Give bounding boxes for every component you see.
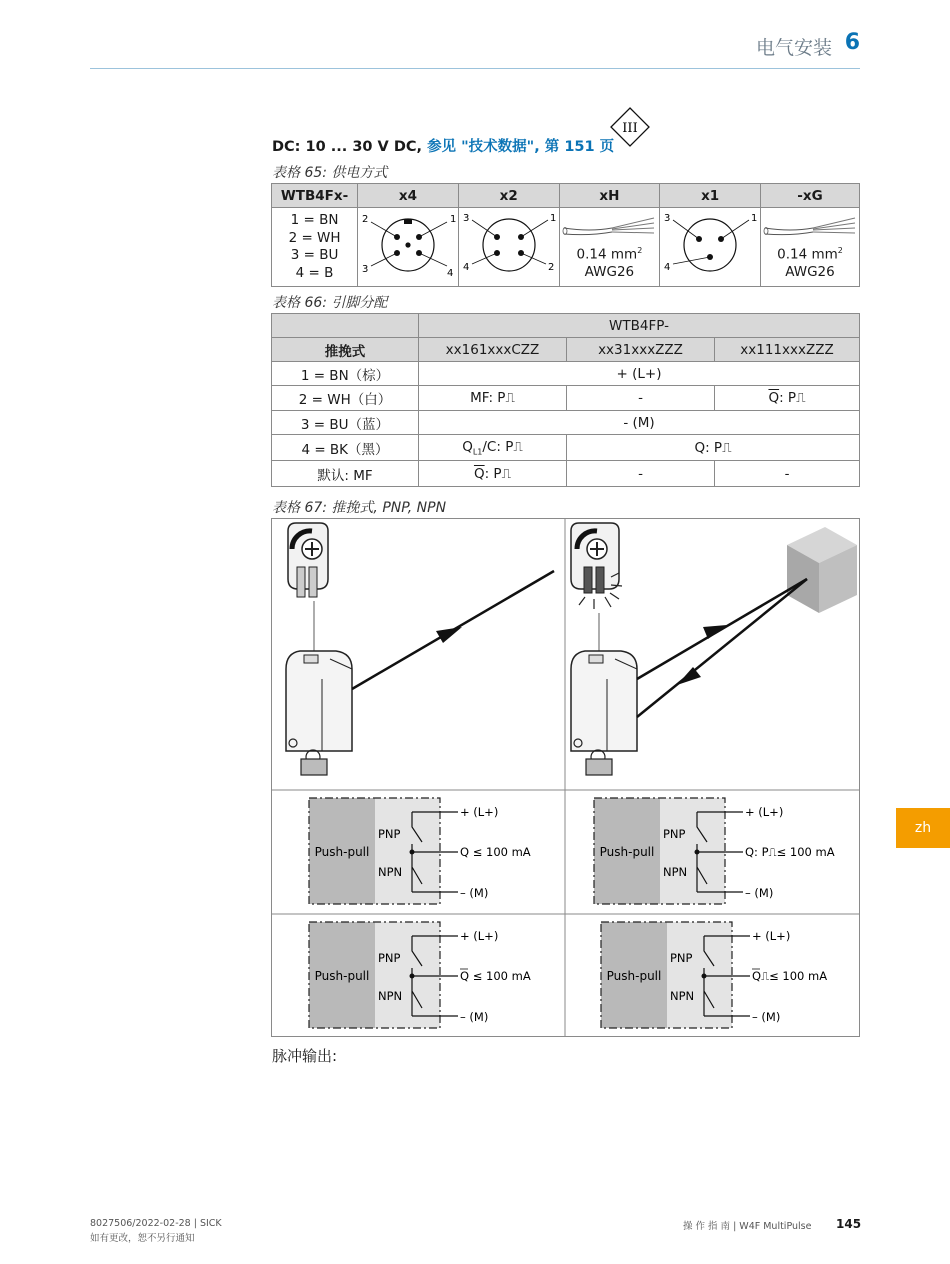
- sensor-no-object-illustration: [272, 519, 566, 791]
- table-66-caption: 表格 66: 引脚分配: [272, 295, 388, 311]
- npn-label: NPN: [663, 865, 688, 879]
- connector-x2-diagram: [458, 208, 559, 287]
- potentiometer-icon: [571, 523, 622, 609]
- cable-xG-diagram: [761, 208, 860, 287]
- x1-pin-1: 1: [751, 213, 758, 224]
- minus-label: – (M): [460, 1010, 489, 1024]
- cell-text: /C: P: [482, 438, 514, 455]
- xH-cross-section-unit-sup: 2: [637, 246, 643, 255]
- pulse-icon: ⎍: [761, 969, 770, 983]
- header-variant-1: xx161xxxCZZ: [419, 338, 567, 362]
- header-group: WTB4FP-: [419, 314, 860, 338]
- push-pull-figure: [271, 518, 860, 1037]
- x2-pin-1: 1: [549, 213, 557, 224]
- pulse-icon: ⎍: [722, 439, 732, 456]
- plus-label: + (L+): [745, 805, 784, 819]
- x2-pin-2: 2: [547, 262, 555, 273]
- header-pushpull: 推挽式: [272, 338, 419, 362]
- circuit-q-inverted-pulse: [567, 916, 861, 1038]
- plus-label: + (L+): [460, 929, 499, 943]
- row-cell: [419, 386, 567, 411]
- sensor-with-object-illustration: [567, 519, 861, 791]
- pulse-icon: ⎍: [796, 390, 806, 406]
- npn-label: NPN: [378, 865, 403, 879]
- x2-pin-3: 3: [462, 213, 470, 224]
- header-rule: [90, 68, 860, 69]
- pin-4-label: 4 = B: [295, 264, 334, 281]
- page-number: 145: [836, 1217, 862, 1231]
- sensor-body: [286, 651, 352, 775]
- circuit-q: [272, 792, 566, 915]
- xH-cross-section: 0.14 mm: [576, 246, 638, 263]
- sensor-body: [571, 651, 637, 775]
- circuit-q-inverted: [272, 916, 566, 1038]
- technical-data-link[interactable]: 参见 "技术数据", 第 151 页: [427, 139, 615, 155]
- pin-2-label: 2 = WH: [288, 229, 341, 246]
- table-row: [272, 411, 860, 435]
- header-xG: -xG: [761, 184, 860, 208]
- pulse-icon: ⎍: [768, 845, 777, 859]
- x1-pin-3: 3: [664, 213, 671, 224]
- header-x1: x1: [660, 184, 761, 208]
- header-x2: x2: [458, 184, 559, 208]
- block-label: Push-pull: [314, 969, 370, 983]
- q-subscript: L1: [472, 447, 483, 457]
- q-inverted: $\overline{Q}$: [473, 465, 485, 482]
- x4-pin-3: 3: [361, 264, 369, 275]
- pulse-icon: ⎍: [513, 438, 523, 455]
- protection-class-text: III: [622, 121, 638, 136]
- supply-voltage-text: DC: 10 ... 30 V DC,: [272, 139, 428, 155]
- pulse-icon: ⎍: [501, 465, 512, 482]
- row-cell: [419, 461, 567, 487]
- row-label: 1 = BN（棕）: [272, 362, 419, 386]
- q-text: Q: [462, 438, 473, 455]
- output-label: Q ≤ 100 mA: [460, 969, 531, 983]
- table-row: [272, 435, 860, 461]
- footer-doc-id: 8027506/2022-02-28 | SICK: [90, 1218, 222, 1229]
- header-blank: [272, 314, 419, 338]
- table-row: [272, 362, 860, 386]
- xH-awg: AWG26: [584, 263, 635, 280]
- supply-table: [271, 183, 860, 287]
- output-label: Q: P⎍≤ 100 mA: [745, 845, 835, 859]
- cell-text: MF: P: [470, 390, 506, 406]
- pulse-icon: ⎍: [505, 390, 515, 406]
- x4-pin-4: 4: [446, 268, 454, 279]
- row-label: 4 = BK（黑）: [272, 435, 419, 461]
- header-xH: xH: [559, 184, 660, 208]
- header-x4: x4: [358, 184, 459, 208]
- table-67-caption: 表格 67: 推挽式, PNP, NPN: [272, 500, 447, 516]
- xH-cable-spec: [560, 242, 660, 281]
- pin-legend: [272, 208, 358, 287]
- cell-text: Q: P: [694, 439, 723, 456]
- output-label: Q⎍≤ 100 mA: [752, 969, 828, 983]
- row-label: 3 = BU（蓝）: [272, 411, 419, 435]
- pnp-label: PNP: [378, 827, 401, 841]
- pnp-label: PNP: [670, 951, 693, 965]
- xG-cross-section: 0.14 mm: [777, 246, 838, 263]
- pin-assignment-table: [271, 313, 860, 487]
- block-label: Push-pull: [606, 969, 662, 983]
- cell-text: : P: [484, 465, 502, 482]
- table-row: [272, 386, 860, 411]
- plus-label: + (L+): [460, 805, 499, 819]
- minus-label: – (M): [460, 886, 489, 900]
- xG-cable-spec: [761, 242, 859, 281]
- footer-manual: 操 作 指 南 | W4F MultiPulse: [683, 1221, 812, 1232]
- table-row: [272, 461, 860, 487]
- supply-voltage-line: [272, 135, 614, 156]
- chapter-title: 电气安装: [755, 37, 832, 59]
- minus-label: – (M): [745, 886, 774, 900]
- pulse-output-label: 脉冲输出:: [272, 1047, 338, 1065]
- plus-label: + (L+): [752, 929, 791, 943]
- row-cell: -: [567, 461, 715, 487]
- block-label: Push-pull: [314, 845, 370, 859]
- x1-pin-4: 4: [664, 262, 671, 273]
- output-label: Q ≤ 100 mA: [460, 845, 531, 859]
- chapter-number: 6: [844, 30, 860, 55]
- xG-cross-section-unit-sup: 2: [837, 246, 843, 255]
- row-value-span: - (M): [419, 411, 860, 435]
- q-inverted: $\overline{Q}$: [768, 390, 780, 406]
- header-variant-2: xx31xxxZZZ: [567, 338, 715, 362]
- row-cell: -: [715, 461, 860, 487]
- potentiometer-icon: [288, 523, 328, 597]
- row-cell: [715, 386, 860, 411]
- footer-note: 如有更改，恕不另行通知: [90, 1233, 195, 1244]
- pin-3-label: 3 = BU: [290, 247, 339, 263]
- x4-pin-1: 1: [449, 214, 457, 225]
- row-cell: -: [567, 386, 715, 411]
- cable-xH-diagram: [559, 208, 660, 287]
- x4-pin-2: 2: [361, 214, 369, 225]
- circuit-q-pulse: [567, 792, 861, 915]
- header-variant-3: xx111xxxZZZ: [715, 338, 860, 362]
- pnp-label: PNP: [378, 951, 401, 965]
- table-65-caption: 表格 65: 供电方式: [272, 165, 388, 181]
- connector-x1-diagram: [660, 208, 761, 287]
- block-label: Push-pull: [599, 845, 655, 859]
- target-object-cube: [787, 527, 857, 613]
- xG-awg: AWG26: [785, 263, 835, 280]
- minus-label: – (M): [752, 1010, 781, 1024]
- x2-pin-4: 4: [462, 262, 470, 273]
- connector-x4-diagram: [358, 208, 459, 287]
- row-label: 2 = WH（白）: [272, 386, 419, 411]
- pin-1-label: 1 = BN: [290, 212, 339, 228]
- cell-text: : P: [779, 390, 797, 406]
- row-cell: [567, 435, 860, 461]
- npn-label: NPN: [670, 989, 695, 1003]
- protection-class-symbol: [610, 107, 650, 147]
- npn-label: NPN: [378, 989, 403, 1003]
- row-cell: [419, 435, 567, 461]
- row-label: 默认: MF: [272, 461, 419, 487]
- header-model: WTB4Fx-: [272, 184, 358, 208]
- language-tab[interactable]: zh: [896, 808, 950, 848]
- pnp-label: PNP: [663, 827, 686, 841]
- row-value-span: + (L+): [419, 362, 860, 386]
